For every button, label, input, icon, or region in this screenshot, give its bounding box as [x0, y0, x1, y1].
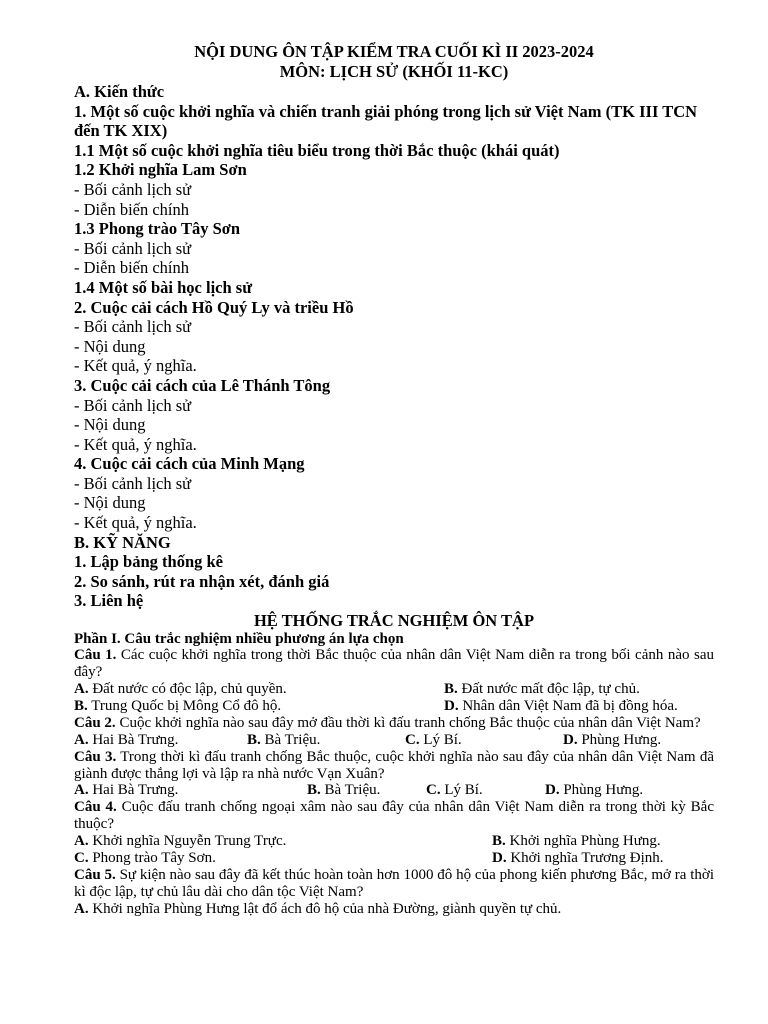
bullet-item: - Kết quả, ý nghĩa.: [74, 356, 197, 376]
skill-3: 3. Liên hệ: [74, 591, 144, 611]
bullet-item: - Kết quả, ý nghĩa.: [74, 513, 197, 533]
answer-option-a: A. Hai Bà Trưng.: [74, 782, 179, 799]
topic-1-4-heading: 1.4 Một số bài học lịch sử: [74, 277, 253, 297]
answer-option-a: A. Đất nước có độc lập, chủ quyền.: [74, 681, 287, 698]
bullet-item: - Kết quả, ý nghĩa.: [74, 434, 197, 454]
bullet-item: - Nội dung: [74, 493, 146, 513]
topic-1-1-heading: 1.1 Một số cuộc khởi nghĩa tiêu biểu trong thời Bắc thuộc (khái quát): [74, 140, 560, 160]
question-2: [74, 715, 714, 732]
answer-row: [74, 850, 714, 867]
document-page: [74, 42, 714, 918]
question-text: Sự kiện nào sau đây đã kết thúc hoàn toàn hơn 1000 đô hộ của phong kiến phương Bắc, mở ra thời kì độc lập, tự chủ lâu dài cho dân tộc Việt Nam?: [74, 867, 714, 900]
question-label: Câu 5.: [74, 867, 116, 883]
bullet-item: - Bối cảnh lịch sử: [74, 179, 192, 199]
bullet-item: - Bối cảnh lịch sử: [74, 238, 192, 258]
answer-option-c: B. Trung Quốc bị Mông Cổ đô hộ.: [74, 698, 282, 715]
bullet-item: - Diễn biến chính: [74, 199, 190, 219]
question-4: [74, 799, 714, 833]
question-text: Cuộc đấu tranh chống ngoại xâm nào sau đây của nhân dân Việt Nam diễn ra trong thời kỳ Bắc thuộc?: [74, 799, 714, 833]
answer-row: [74, 782, 714, 799]
topic-1-heading: 1. Một số cuộc khởi nghĩa và chiến tranh giải phóng trong lịch sử Việt Nam (TK III TCN đến TK XIX): [74, 101, 698, 141]
section-b-heading: B. KỸ NĂNG: [74, 532, 171, 552]
answer-option-d: D. Khởi nghĩa Trương Định.: [492, 850, 664, 866]
answer-option-d: D. Phùng Hưng.: [563, 731, 662, 748]
section-a-heading: A. Kiến thức: [74, 82, 165, 101]
answer-option-b: B. Khởi nghĩa Phùng Hưng.: [492, 833, 661, 849]
topic-1-3-heading: 1.3 Phong trào Tây Sơn: [74, 219, 241, 239]
answer-option-a: A. Khởi nghĩa Nguyễn Trung Trực.: [74, 833, 287, 849]
bullet-item: - Bối cảnh lịch sử: [74, 395, 192, 415]
answer-option-d: D. Phùng Hưng.: [545, 782, 644, 799]
bullet-item: - Nội dung: [74, 415, 146, 435]
answer-option-c: C. Phong trào Tây Sơn.: [74, 850, 216, 866]
bullet-item: - Nội dung: [74, 336, 146, 356]
question-1: [74, 647, 714, 681]
answer-row: [74, 698, 714, 715]
answer-row: [74, 732, 714, 749]
answer-option-b: B. Đất nước mất độc lập, tự chủ.: [444, 681, 640, 698]
document-subtitle: MÔN: LỊCH SỬ (KHỐI 11-KC): [279, 62, 509, 81]
topic-4-heading: 4. Cuộc cải cách của Minh Mạng: [74, 454, 305, 474]
question-label: Câu 1.: [74, 647, 117, 664]
skill-1: 1. Lập bảng thống kê: [74, 552, 224, 572]
answer-row: [74, 681, 714, 698]
answer-option-b: B. Bà Triệu.: [307, 782, 381, 799]
question-3: [74, 749, 714, 783]
bullet-item: - Bối cảnh lịch sử: [74, 473, 192, 493]
question-text: Trong thời kì đấu tranh chống Bắc thuộc, cuộc khởi nghĩa nào sau đây của nhân dân Việt Nam đã giành được thắng lợi và lập ra nhà nước Vạn Xuân?: [74, 748, 714, 782]
topic-2-heading: 2. Cuộc cải cách Hồ Quý Ly và triều Hồ: [74, 297, 354, 317]
document-title: NỘI DUNG ÔN TẬP KIỂM TRA CUỐI KÌ II 2023-2024: [194, 42, 594, 61]
question-label: Câu 3.: [74, 748, 117, 765]
question-label: Câu 2.: [74, 715, 116, 732]
bullet-item: - Bối cảnh lịch sử: [74, 317, 192, 337]
topic-3-heading: 3. Cuộc cải cách của Lê Thánh Tông: [74, 375, 331, 395]
answer-option-c: C. Lý Bí.: [426, 782, 483, 799]
skill-2: 2. So sánh, rút ra nhận xét, đánh giá: [74, 571, 330, 591]
answer-option-a: A. Hai Bà Trưng.: [74, 731, 179, 748]
question-text: Cuộc khởi nghĩa nào sau đây mở đầu thời kì đấu tranh chống Bắc thuộc của nhân dân Việt Nam?: [115, 715, 701, 732]
question-label: Câu 4.: [74, 799, 117, 816]
answer-option-a: A. Khởi nghĩa Phùng Hưng lật đổ ách đô hộ của nhà Đường, giành quyền tự chủ.: [74, 900, 562, 917]
answer-option-c: C. Lý Bí.: [405, 731, 462, 748]
answer-row: [74, 901, 714, 918]
quiz-part-1-heading: Phần I. Câu trắc nghiệm nhiều phương án lựa chọn: [74, 630, 404, 647]
question-5: [74, 867, 714, 901]
answer-row: [74, 833, 714, 850]
answer-option-d: D. Nhân dân Việt Nam đã bị đồng hóa.: [444, 698, 678, 715]
bullet-item: - Diễn biến chính: [74, 258, 190, 278]
answer-option-b: B. Bà Triệu.: [247, 731, 321, 748]
question-text: Các cuộc khởi nghĩa trong thời Bắc thuộc của nhân dân Việt Nam diễn ra trong bối cảnh nào sau đây?: [74, 647, 714, 681]
topic-1-2-heading: 1.2 Khởi nghĩa Lam Sơn: [74, 160, 247, 180]
quiz-heading: HỆ THỐNG TRẮC NGHIỆM ÔN TẬP: [253, 611, 535, 631]
